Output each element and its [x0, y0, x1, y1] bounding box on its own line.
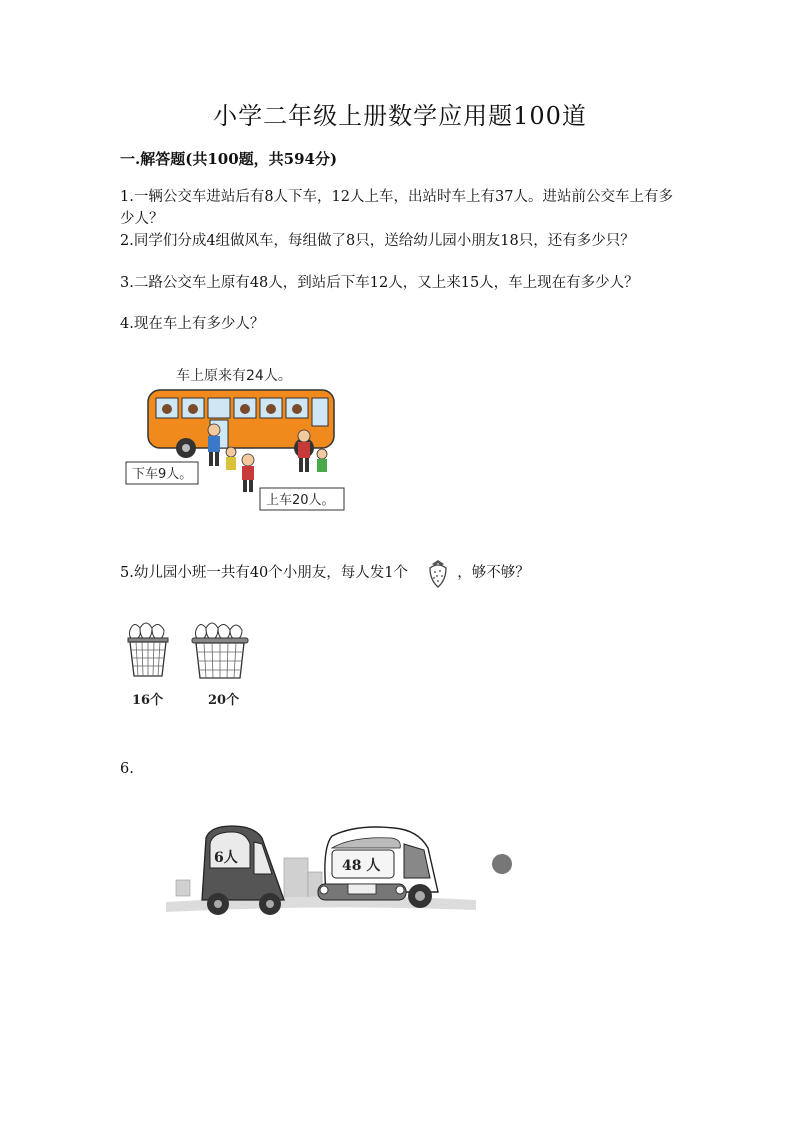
- basket-1-label: 16个: [132, 693, 164, 708]
- bus-illustration: [124, 362, 354, 522]
- page-title: 小学二年级上册数学应用题100道: [213, 102, 587, 130]
- question-5: [120, 558, 720, 588]
- bus-top-note: 车上原来有24人。: [176, 368, 292, 384]
- callout-right-text: 上车20人。: [266, 493, 335, 508]
- question-3: 3.二路公交车上原有48人，到站后下车12人，又上来15人，车上现在有多少人？: [120, 275, 639, 291]
- vehicles-illustration: [166, 818, 526, 928]
- basket-1: [128, 623, 168, 676]
- bus-label: 48 人: [342, 858, 381, 874]
- basket-2: [192, 623, 248, 678]
- question-1: 1.一辆公交车进站后有8人下车，12人上车，出站时车上有37人。进站前公交车上有多少人？: [120, 189, 673, 227]
- callout-left-text: 下车9人。: [132, 467, 193, 482]
- baskets-illustration: [124, 616, 264, 716]
- car-label: 6人: [214, 850, 238, 866]
- question-6: 6.: [120, 761, 134, 777]
- question-2: 2.同学们分成4组做风车，每组做了8只，送给幼儿园小朋友18只，还有多少只？: [120, 233, 635, 249]
- strawberry-icon: [427, 558, 449, 588]
- question-4: 4.现在车上有多少人？: [120, 316, 265, 332]
- section-heading: 一.解答题(共100题，共594分): [120, 150, 338, 168]
- basket-2-label: 20个: [208, 693, 240, 708]
- question-5-text-after: ，够不够？: [457, 565, 530, 581]
- grey-ball: [492, 854, 512, 874]
- question-5-text-before: 5.幼儿园小班一共有40个小朋友，每人发1个: [120, 565, 409, 581]
